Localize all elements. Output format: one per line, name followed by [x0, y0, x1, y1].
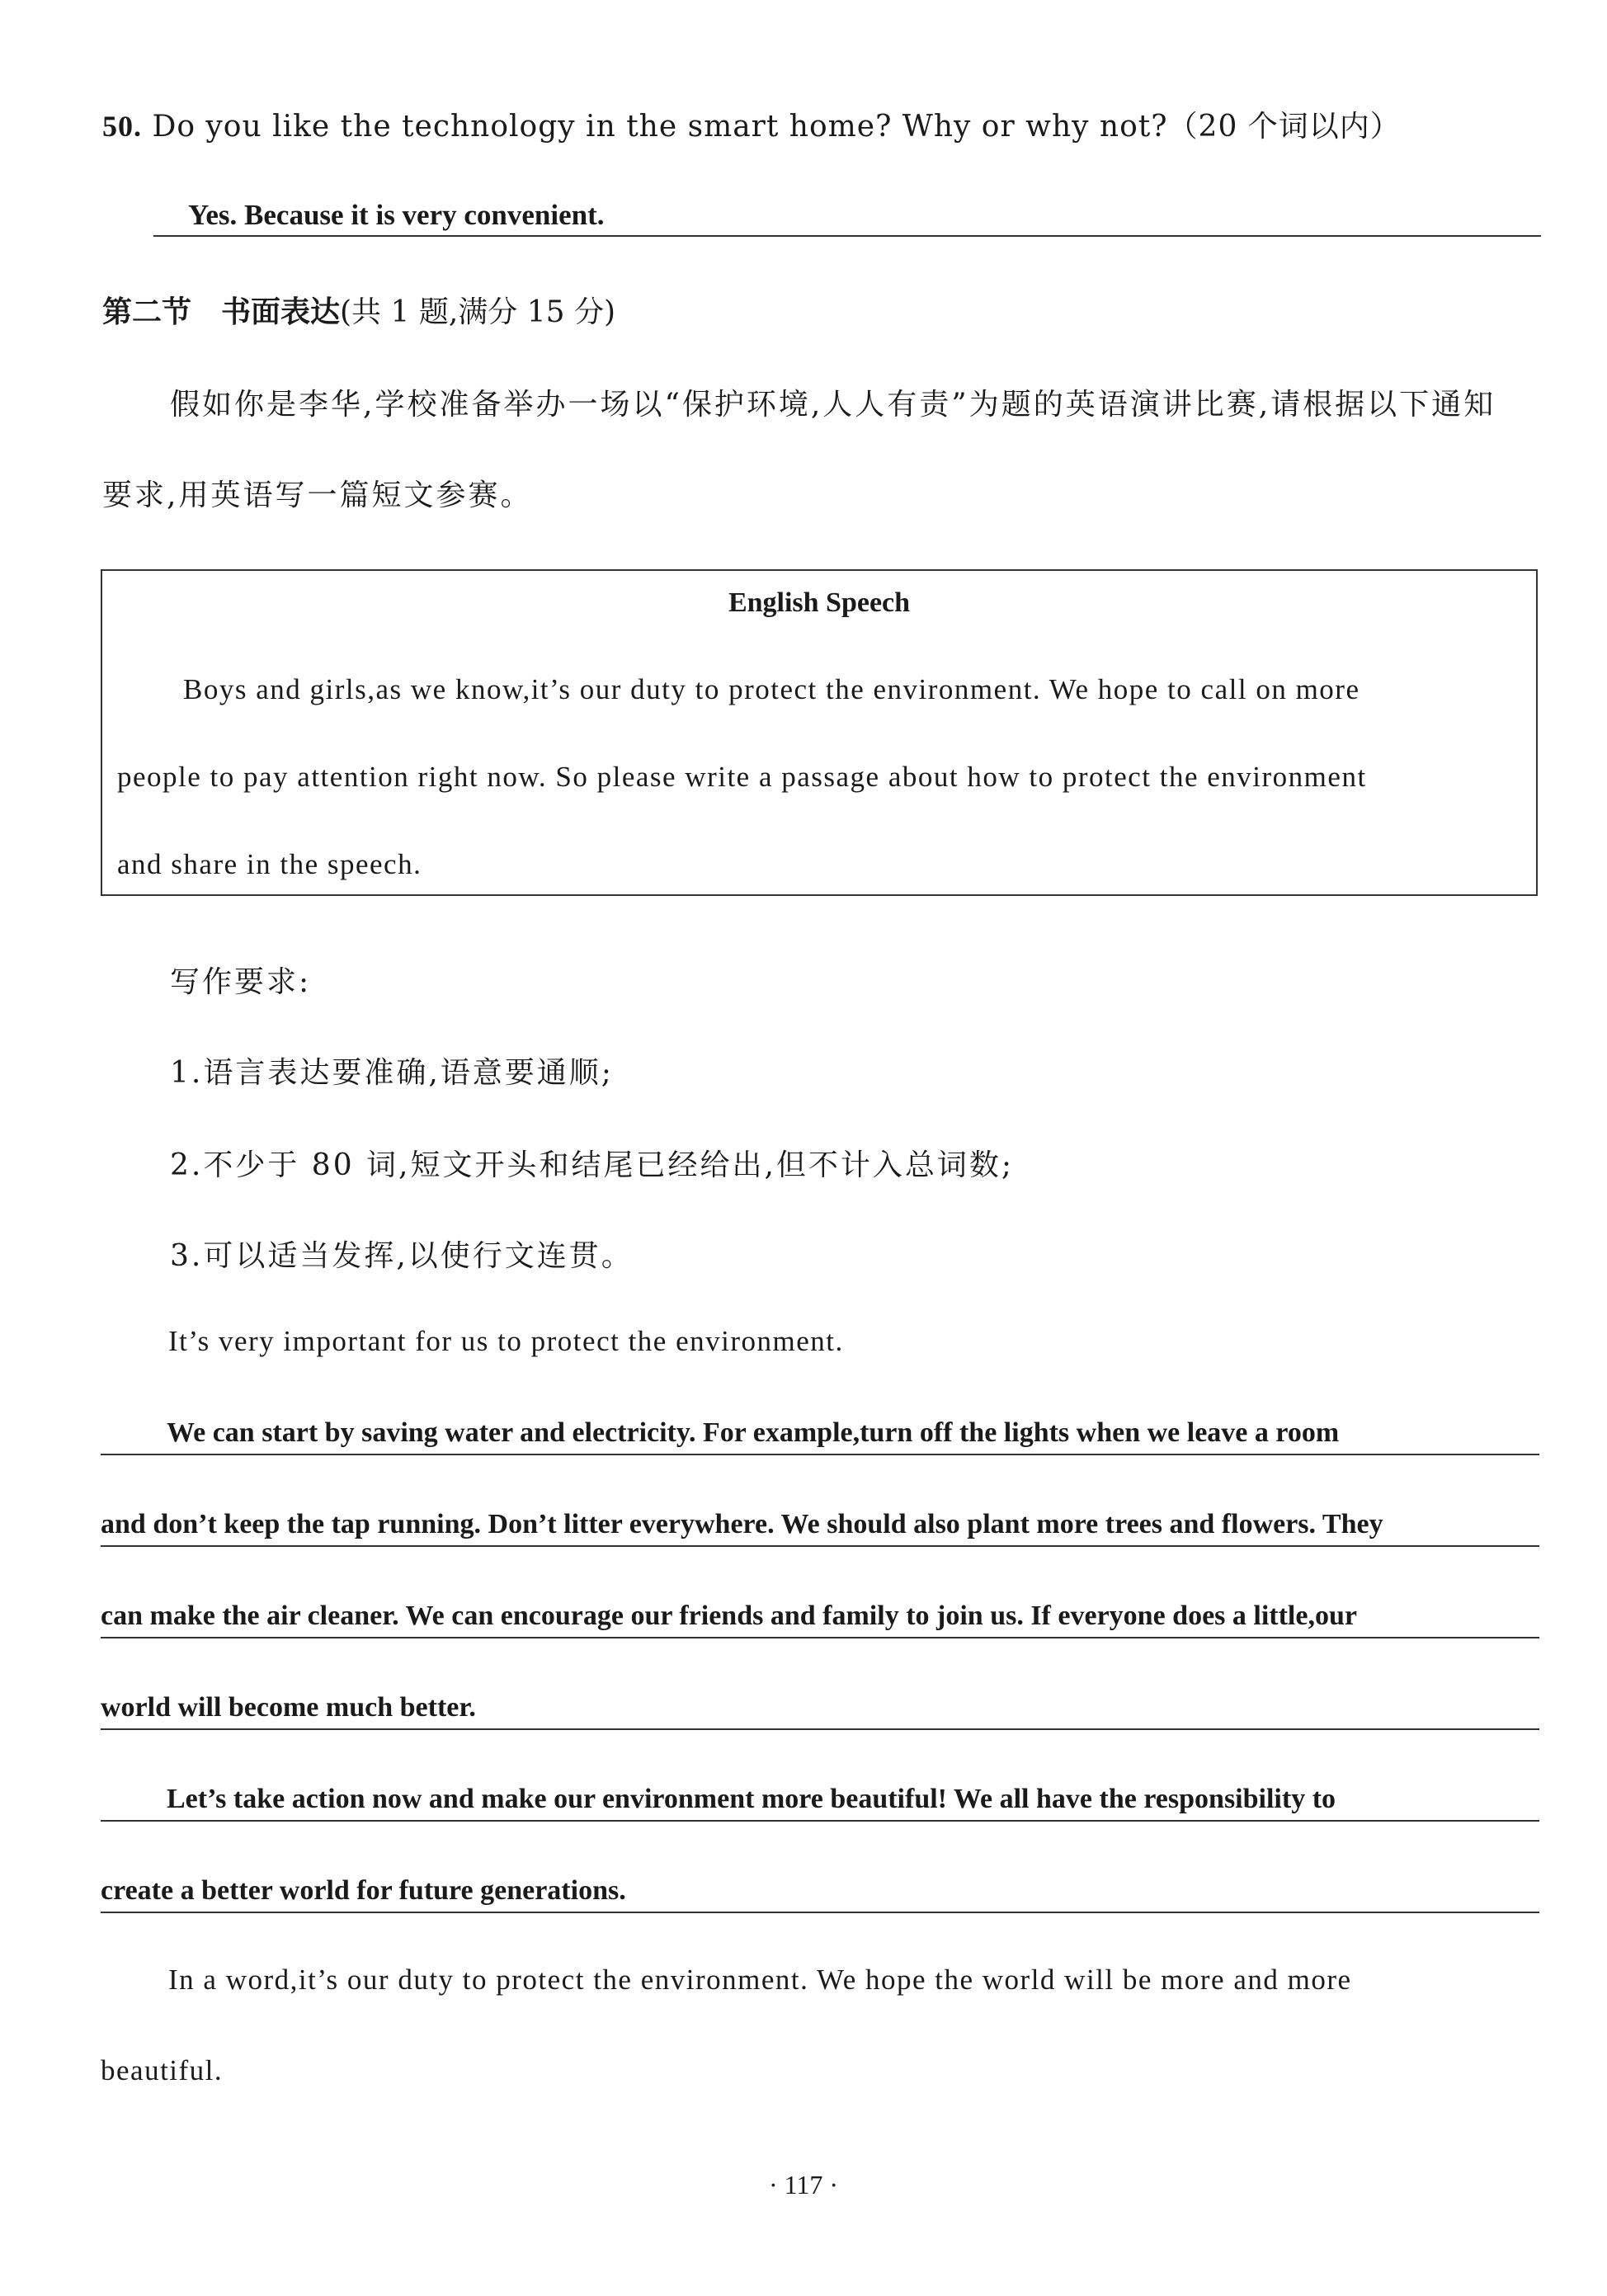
- essay-closing-line-2: beautiful.: [101, 2054, 224, 2086]
- question-number: 50.: [102, 110, 142, 143]
- essay-line-text: Let’s take action now and make our environment more beautiful! We all have the responsibility to: [167, 1784, 1336, 1814]
- question-text: Do you like the technology in the smart home? Why or why not?（20 个词以内）: [152, 110, 1401, 144]
- essay-opening: It’s very important for us to protect the environment.: [168, 1325, 844, 1357]
- requirement-item: 3.可以适当发挥,以使行文连贯。: [170, 1239, 634, 1273]
- requirement-item: 2.不少于 80 词,短文开头和结尾已经给出,但不计入总词数;: [170, 1148, 1015, 1182]
- notice-line-1: Boys and girls,as we know,it’s our duty to protect the environment. We hope to call on more: [183, 673, 1360, 705]
- requirements-heading: 写作要求:: [170, 965, 312, 999]
- essay-line: [101, 1779, 1539, 1822]
- section-note: (共 1 题,满分 15 分): [340, 295, 616, 329]
- question-50: [102, 103, 1401, 145]
- requirement-item: 1.语言表达要准确,语意要通顺;: [170, 1056, 614, 1090]
- answer-line-50: [153, 194, 1541, 237]
- essay-line: [101, 1687, 1539, 1730]
- essay-line: [101, 1596, 1539, 1638]
- prompt-line-2: 要求,用英语写一篇短文参赛。: [102, 479, 533, 512]
- essay-line-text: create a better world for future generations.: [101, 1875, 626, 1906]
- essay-line: [101, 1870, 1539, 1913]
- notice-line-3: and share in the speech.: [117, 848, 422, 880]
- page-number: · 117 ·: [768, 2170, 839, 2199]
- notice-title: English Speech: [728, 587, 911, 618]
- essay-line-text: We can start by saving water and electricity. For example,turn off the lights when we leave a room: [167, 1417, 1340, 1448]
- essay-line: [101, 1412, 1539, 1455]
- essay-line-text: world will become much better.: [101, 1692, 476, 1723]
- essay-closing-line-1: In a word,it’s our duty to protect the environment. We hope the world will be more and more: [168, 1964, 1352, 1996]
- essay-line: [101, 1504, 1539, 1547]
- section-heading: [102, 289, 615, 331]
- notice-line-2: people to pay attention right now. So please write a passage about how to protect the environment: [117, 761, 1367, 793]
- prompt-line-1: 假如你是李华,学校准备举办一场以“保护环境,人人有责”为题的英语演讲比赛,请根据以下通知: [170, 388, 1496, 422]
- essay-line-text: and don’t keep the tap running. Don’t litter everywhere. We should also plant more trees and flowers. They: [101, 1509, 1383, 1539]
- answer-50: Yes. Because it is very convenient.: [188, 199, 605, 231]
- essay-line-text: can make the air cleaner. We can encourage our friends and family to join us. If everyone does a little,our: [101, 1601, 1357, 1631]
- notice-box: [101, 569, 1538, 896]
- section-title: 第二节 书面表达: [102, 295, 341, 329]
